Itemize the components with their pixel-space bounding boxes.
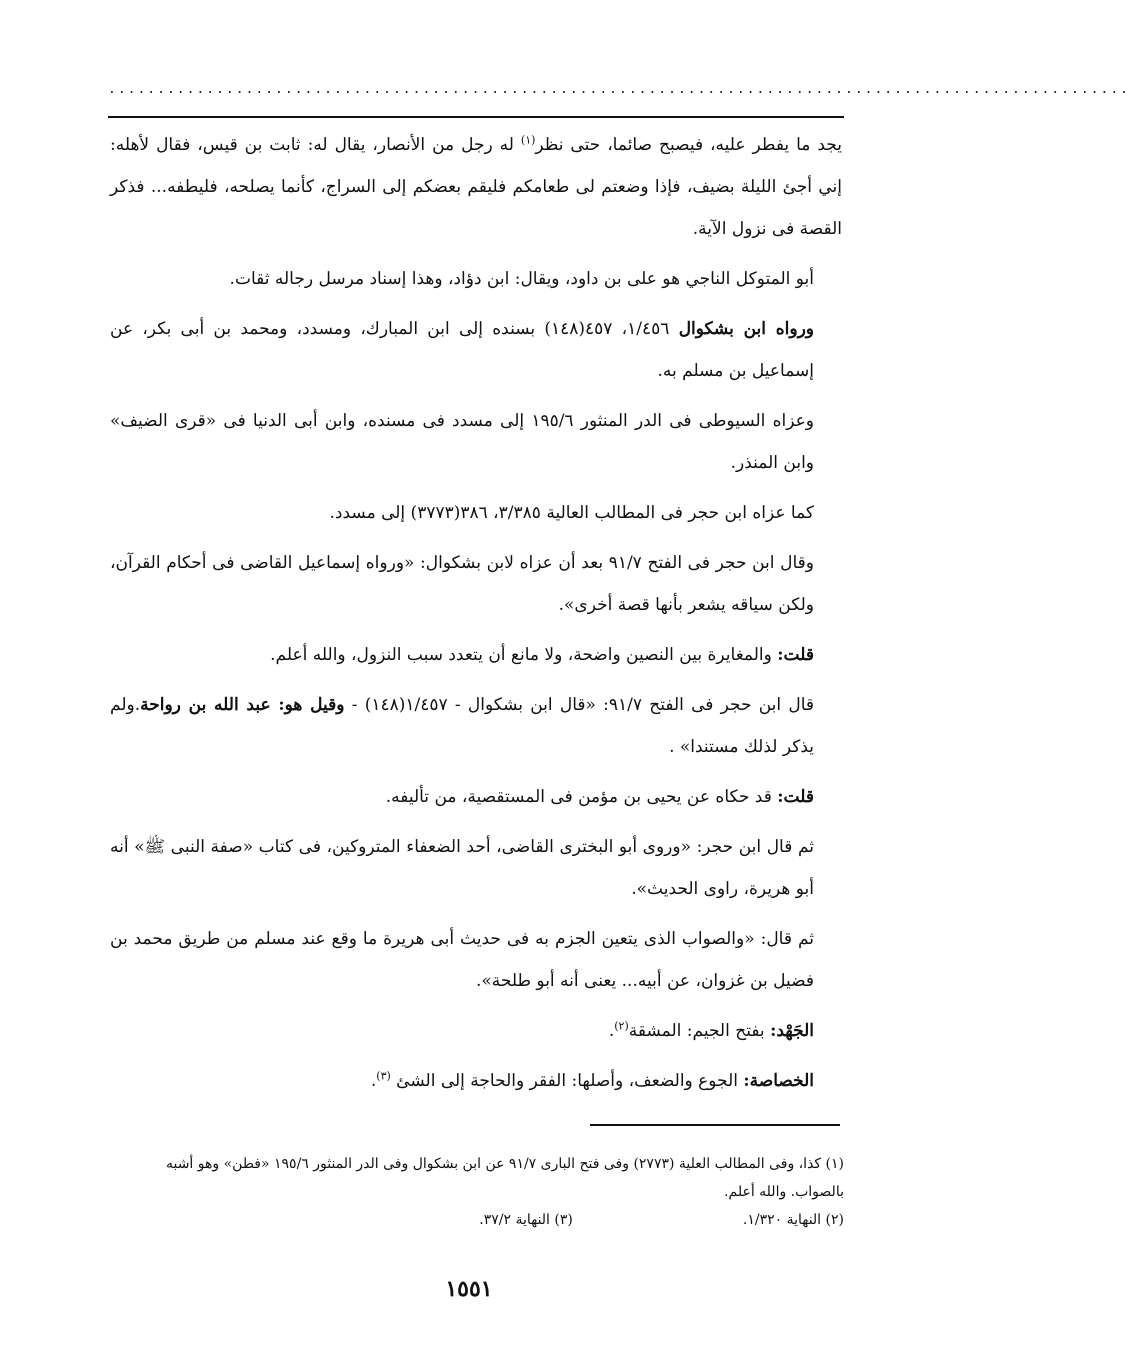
paragraph-13-end: . [370,1071,377,1091]
paragraph-8 [110,684,842,768]
paragraph-12-text: بفتح الجيم: المشقة [628,1021,771,1041]
footnote-rule [590,1124,840,1126]
paragraph-10: ثم قال ابن حجر: «وروى أبو البخترى القاضى، أحد الضعفاء المتروكين، فى كتاب «صفة النبى ﷺ» أنه أبو هريرة، راوى الحديث». [110,837,814,899]
footnote-ref-1: (١) [520,133,536,147]
paragraph-13 [110,1060,842,1102]
paragraph-8-text: قال ابن حجر فى الفتح ٩١/٧: «قال ابن بشكوال - ١/٤٥٧(١٤٨) - [344,695,814,715]
paragraph-7-bold: قلت: [777,645,814,665]
footnote-1: (١) كذا، وفى المطالب العلية (٢٧٧٣) وفى فتح البارى ٩١/٧ عن ابن بشكوال وفى الدر المنثور ١٩٥/٦ «فطن» وهو أشبه بالصواب. والله أعلم. [165,1156,844,1200]
header-rule [108,116,844,118]
footnote-2: (٢) النهاية ١/٣٢٠. [742,1212,844,1228]
header-dotted-line: ........................................................................................................ [108,82,1130,97]
footnotes [110,1150,844,1234]
paragraph-3-bold: ورواه ابن بشكوال [678,319,814,339]
paragraph-7-text: والمغايرة بين النصين واضحة، ولا مانع أن يتعدد سبب النزول، والله أعلم. [270,645,778,665]
footnote-3: (٣) النهاية ٣٧/٢. [479,1212,573,1228]
paragraph-12-bold: الجَهْد: [770,1021,814,1041]
paragraph-1-cont: له رجل من الأنصار، يقال له: ثابت بن قيس، فقال لأهله: إني أجئ الليلة بضيف، فإذا وضعتم لى طعامكم فليقم بعضكم إلى السراج، كأنما يصلحه، فليطفه... فذكر القصة فى نزول الآية. [110,135,842,239]
paragraph-6: وقال ابن حجر فى الفتح ٩١/٧ بعد أن عزاه لابن بشكوال: «ورواه إسماعيل القاضى فى أحكام القرآن، ولكن سياقه يشعر بأنها قصة أخرى». [110,553,815,615]
paragraph-1 [110,124,842,250]
paragraph-4: وعزاه السيوطى فى الدر المنثور ١٩٥/٦ إلى مسدد فى مسنده، وابن أبى الدنيا فى «قرى الضيف» وابن المنذر. [110,411,814,473]
paragraph-8-bold: وقيل هو: عبد الله بن رواحة [140,695,345,715]
paragraph-7 [110,634,842,676]
paragraph-11: ثم قال: «والصواب الذى يتعين الجزم به فى حديث أبى هريرة ما وقع عند مسلم من طريق محمد بن فضيل بن غزوان، عن أبيه... يعنى أنه أبو طلحة». [110,929,814,991]
footnote-ref-2: (٢) [614,1019,629,1033]
paragraph-13-bold: الخصاصة: [743,1071,814,1091]
paragraph-9 [110,776,842,818]
paragraph-9-text: قد حكاه عن يحيى بن مؤمن فى المستقصية، من تأليفه. [385,787,778,807]
paragraph-12 [110,1010,842,1052]
paragraph-12-end: . [608,1021,615,1041]
paragraph-3 [110,308,842,392]
page-number: ١٥٥١ [445,1276,493,1302]
paragraph-2: أبو المتوكل الناجي هو على بن داود، ويقال: ابن دؤاد، وهذا إسناد مرسل رجاله ثقات. [229,269,814,289]
paragraph-5: كما عزاه ابن حجر فى المطالب العالية ٣/٣٨٥، ٣٨٦(٣٧٧٣) إلى مسدد. [329,503,814,523]
paragraph-1-text: يجد ما يفطر عليه، فيصبح صائما، حتى نظر [535,135,842,155]
footnote-ref-3: (٣) [376,1069,391,1083]
paragraph-8-end: .ولم يذكر لذلك مستندا» . [110,695,814,757]
paragraph-13-text: الجوع والضعف، وأصلها: الفقر والحاجة إلى الشئ [390,1071,744,1091]
paragraph-3-text: ١/٤٥٦، ٤٥٧(١٤٨) بسنده إلى ابن المبارك، ومسدد، ومحمد بن أبى بكر، عن إسماعيل بن مسلم به. [110,319,814,381]
paragraph-9-bold: قلت: [777,787,814,807]
footnote-row-2-3 [110,1206,844,1234]
main-text [110,124,842,1110]
